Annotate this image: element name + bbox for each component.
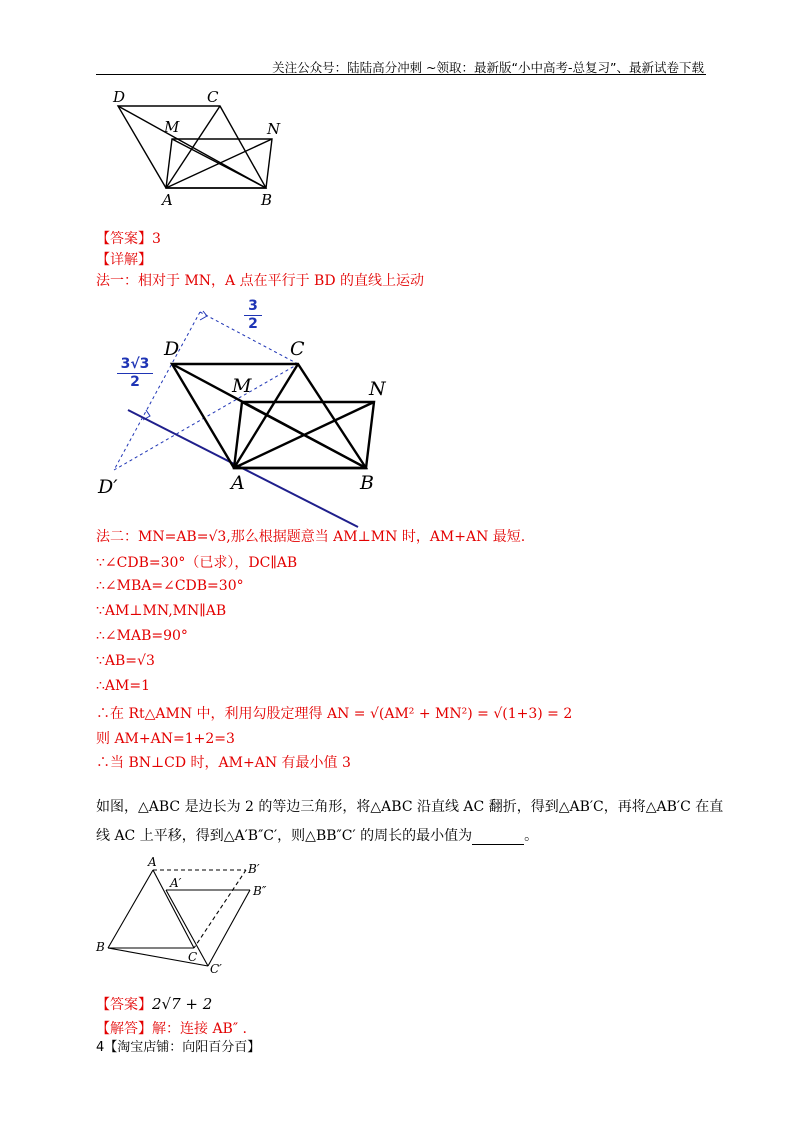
fig1-label-N: N: [267, 120, 281, 138]
explain-tag: 【详解】: [96, 252, 152, 268]
solution-2-tag: 【解答】: [96, 1021, 152, 1037]
answer-2-tag: 【答案】: [96, 997, 152, 1013]
fig3-label-Bdoubleprime: B″: [253, 884, 267, 898]
method-2-line-8: ∴在 Rt△AMN 中，利用勾股定理得 AN = √(AM² + MN²) = √(1+3) = 2: [96, 706, 573, 722]
fig3-label-Aprime: A′: [170, 876, 182, 890]
method-2-line-6: ∵AB=√3: [96, 653, 155, 669]
fig1-label-C: C: [207, 88, 219, 106]
fig3-label-A: A: [148, 855, 157, 869]
solution-2-text: 解：连接 AB″ .: [152, 1021, 247, 1037]
method-2-line-7: ∴AM=1: [96, 678, 150, 694]
problem-2-line-1: 如图，△ABC 是边长为 2 的等边三角形，将△ABC 沿直线 AC 翻折，得到△AB′C，再将△AB′C 在直: [96, 799, 724, 815]
answer-2-value: 2√7 + 2: [152, 995, 213, 1013]
shop-name: 【淘宝店铺：向阳百分百】: [104, 1040, 261, 1055]
method-2-line-5: ∴∠MAB=90°: [96, 628, 188, 644]
fig2-label-C: C: [290, 338, 305, 360]
method-2-line-10: ∴当 BN⊥CD 时，AM+AN 有最小值 3: [96, 755, 351, 771]
fig3-label-C: C: [188, 950, 198, 964]
fig1-label-D: D: [113, 88, 126, 106]
fig2-label-B: B: [360, 472, 374, 494]
fig1-label-B: B: [261, 191, 273, 209]
method-2-line-1: 法二：MN=AB=√3,那么根据题意当 AM⊥MN 时，AM+AN 最短.: [96, 529, 526, 545]
fig2-label-Dprime: D′: [98, 476, 118, 498]
page-number: 4: [96, 1040, 105, 1055]
page-header: 关注公众号：陆陆高分冲刺 ~领取：最新版“小中高考-总复习”、最新试卷下载: [272, 60, 704, 75]
method-1-text: 法一：相对于 MN，A 点在平行于 BD 的直线上运动: [96, 273, 425, 289]
fig2-frac-left-denominator: 2: [130, 374, 140, 390]
fig3-label-B: B: [96, 940, 105, 954]
method-2-line-2: ∵∠CDB=30°（已求），DC∥AB: [96, 555, 298, 571]
fig1-label-M: M: [164, 118, 180, 136]
solution-2: [96, 1018, 247, 1038]
method-2-line-4: ∵AM⊥MN,MN∥AB: [96, 603, 227, 619]
fig3-label-Cprime: C′: [210, 962, 222, 976]
answer-value: 3: [152, 231, 161, 247]
page-footer: [96, 1036, 260, 1055]
fig2-label-N: N: [369, 378, 386, 400]
problem-2-line-2-end: 。: [524, 828, 539, 844]
problem-2-line-2-text: 线 AC 上平移，得到△A′B″C′，则△BB″C′ 的周长的最小值为: [96, 828, 473, 844]
method-2-line-9: 则 AM+AN=1+2=3: [96, 731, 235, 747]
answer-tag: 【答案】: [96, 231, 152, 247]
fig2-frac-top-numerator: 3: [244, 298, 262, 316]
answer-2: [96, 994, 212, 1014]
fig1-label-A: A: [162, 191, 173, 209]
method-2-line-3: ∴∠MBA=∠CDB=30°: [96, 578, 244, 594]
fig2-label-M: M: [232, 375, 252, 397]
fig2-frac-left-numerator: 3√3: [117, 356, 153, 374]
fig3-label-Bprime: B′: [248, 862, 260, 876]
fig2-frac-top-denominator: 2: [248, 316, 258, 332]
fig2-label-D: D: [164, 338, 180, 360]
fig2-label-A: A: [231, 472, 245, 494]
